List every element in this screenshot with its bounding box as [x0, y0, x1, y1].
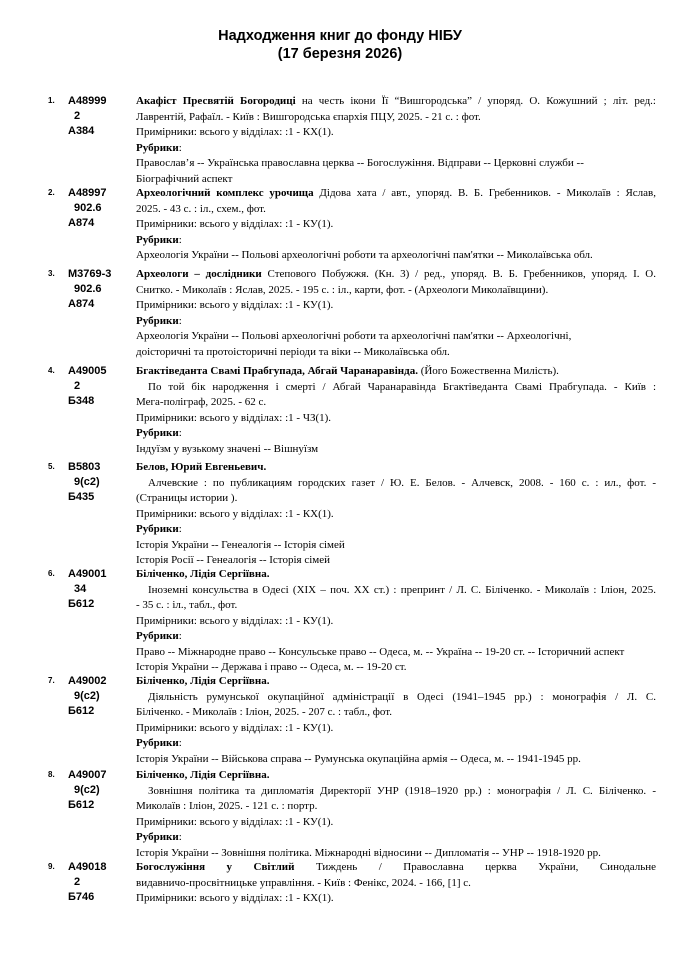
- entry-title-line: Зовнішня політика та дипломатія Директорії УНР (1918–1920 рр.) : монографія / Л. С. Біліченко. -: [148, 784, 656, 797]
- entry-imprint: Лаврентій, Рафаїл. - Київ : Вишгородська єпархія ПЦУ, 2025. - 21 с. : фот.: [136, 110, 481, 123]
- entry-number: 6.: [48, 569, 55, 578]
- shelf-codes: [68, 94, 107, 139]
- author-mark: Б612: [68, 598, 95, 610]
- author-mark: А384: [68, 125, 95, 137]
- entry-title-line: Археологи – дослідники Степового Побужжя. (Кн. 3) / ред., упоряд. В. Б. Гребенников, упоряд. І. О.: [136, 268, 656, 280]
- entry-description: [136, 460, 656, 569]
- classification-code: 9(с2): [74, 690, 100, 702]
- entry-description: [136, 186, 656, 264]
- shelf-codes: [68, 567, 107, 612]
- rubric-line: Право -- Міжнародне право -- Консульське право -- Одеса, м. -- Україна -- 19-20 ст. -- Історичний аспект: [136, 645, 625, 658]
- entry-number: 3.: [48, 269, 55, 278]
- rubric-line: Історія України -- Генеалогія -- Історія сімей: [136, 538, 345, 551]
- entry-title-line: По той бік народження і смерті / Абгай Чаранаравінда Бгактіведанта Свамі Прабгупада. - Київ :: [148, 380, 656, 393]
- entry-title[interactable]: Археологічний комплекс урочища: [136, 187, 314, 199]
- entry-description: [136, 94, 656, 187]
- shelf-codes: [68, 460, 100, 505]
- author-mark: Б435: [68, 491, 95, 503]
- inventory-code: А48999: [68, 95, 107, 107]
- entry-author[interactable]: Бгактіведанта Свамі Прабгупада, Абгай Чаранаравінда.: [136, 365, 418, 377]
- entry-copies: Примірники: всього у відділах: :1 - КУ(1).: [136, 299, 334, 311]
- entry-description: [136, 860, 656, 907]
- inventory-code: А49001: [68, 568, 107, 580]
- classification-code: 34: [74, 583, 87, 595]
- rubric-line: Археологія України -- Польові археологічні роботи та археологічні пам'ятки -- Археологічні,: [136, 330, 572, 342]
- entry-imprint: 2025. - 43 с. : іл., схем., фот.: [136, 202, 266, 215]
- rubric-line: Історія України -- Держава і право -- Одеса, м. -- 19-20 ст.: [136, 661, 407, 673]
- inventory-code: В5803: [68, 461, 101, 473]
- entry-title[interactable]: Богослужіння у Світлий: [136, 861, 295, 873]
- rubric-line: Історія України -- Військова справа -- Румунська окупаційна армія -- Одеса, м. -- 1941-1945 рр.: [136, 752, 581, 765]
- classification-code: 2: [74, 380, 81, 392]
- title-line-1: Надходження книг до фонду НІБУ: [218, 28, 462, 44]
- author-mark: Б348: [68, 395, 95, 407]
- author-mark: А874: [68, 298, 95, 310]
- shelf-codes: [68, 860, 107, 905]
- entry-imprint: Біліченко. - Миколаїв : Іліон, 2025. - 207 с. : табл., фот.: [136, 706, 392, 718]
- rubrics-heading: Рубрики:: [136, 737, 182, 749]
- shelf-codes: [68, 768, 107, 813]
- entry-description: [136, 567, 656, 676]
- entry-copies: Примірники: всього у відділах: :1 - КУ(1).: [136, 218, 334, 230]
- entry-number: 4.: [48, 366, 55, 375]
- classification-code: 9(с2): [74, 476, 100, 488]
- entry-number: 8.: [48, 770, 55, 779]
- entry-heading-line: Бгактіведанта Свамі Прабгупада, Абгай Чаранаравінда. (Його Божественна Милість).: [136, 365, 559, 377]
- inventory-code: А48997: [68, 187, 107, 199]
- inventory-code: М3769-3: [68, 268, 112, 280]
- entry-copies: Примірники: всього у відділах: :1 - КХ(1).: [136, 507, 334, 520]
- entry-imprint: Мега-поліграф, 2025. - 62 с.: [136, 396, 267, 408]
- page-title: [0, 27, 680, 63]
- classification-code: 2: [74, 876, 81, 888]
- rubrics-heading: Рубрики:: [136, 427, 182, 439]
- entry-author[interactable]: Белов, Юрий Евгеньевич.: [136, 461, 267, 473]
- rubrics-heading: Рубрики:: [136, 523, 182, 535]
- rubrics-heading: Рубрики:: [136, 233, 182, 246]
- rubric-line: Археологія України -- Польові археологічні роботи та археологічні пам'ятки -- Миколаївська обл.: [136, 249, 593, 261]
- author-mark: Б612: [68, 705, 95, 717]
- rubrics-heading: Рубрики:: [136, 141, 182, 154]
- entry-number: 2.: [48, 188, 55, 197]
- entry-copies: Примірники: всього у відділах: :1 - КУ(1).: [136, 721, 334, 734]
- entry-description: [136, 267, 656, 360]
- entry-title-line: Іноземні консульства в Одесі (XIX – поч. XX ст.) : препринт / Л. С. Біліченко. - Миколаїв : Іліон, 2025.: [148, 583, 656, 596]
- entry-title-line: Богослужіння у Світлий Тиждень / Православна церква України, Синодальне: [136, 861, 656, 873]
- rubrics-heading: Рубрики:: [136, 314, 182, 327]
- entry-title-line: Акафіст Пресвятій Богородиці на честь ікони Її “Вишгородська” / упоряд. О. Кожушний ; літ. ред.:: [136, 95, 656, 107]
- shelf-codes: [68, 267, 111, 312]
- rubrics-heading: Рубрики:: [136, 630, 182, 642]
- entry-imprint: видавничо-просвітницьке управління. - Київ : Фенікс, 2024. - 166, [1] с.: [136, 876, 471, 889]
- entry-imprint: Миколаїв : Іліон, 2025. - 121 с. : портр.: [136, 800, 318, 812]
- entry-number: 1.: [48, 96, 55, 105]
- entry-title-line: Алчевские : по публикациям городских газет / Ю. Е. Белов. - Алчевск, 2008. - 160 с. : ил., фот. -: [148, 476, 656, 489]
- entry-copies: Примірники: всього у відділах: :1 - КХ(1).: [136, 892, 334, 904]
- entry-imprint: Снитко. - Миколаїв : Яслав, 2025. - 195 с. : іл., карти, фот. - (Археологи Миколаївщини).: [136, 283, 549, 296]
- classification-code: 902.6: [74, 283, 102, 295]
- author-mark: А874: [68, 217, 95, 229]
- classification-code: 902.6: [74, 202, 102, 214]
- entry-copies: Примірники: всього у відділах: :1 - КУ(1).: [136, 815, 334, 828]
- entry-description: [136, 674, 656, 767]
- author-mark: Б746: [68, 891, 95, 903]
- entry-author[interactable]: Біліченко, Лідія Сергіївна.: [136, 769, 270, 781]
- entry-copies: Примірники: всього у відділах: :1 - КХ(1).: [136, 126, 334, 138]
- entry-title[interactable]: Археологи – дослідники: [136, 268, 262, 280]
- inventory-code: А49007: [68, 769, 107, 781]
- rubric-line: Індуїзм у вузькому значені -- Вішнуїзм: [136, 442, 319, 455]
- rubric-line: Історія України -- Зовнішня політика. Міжнародні відносини -- Дипломатія -- УНР -- 1918-1920 рр.: [136, 846, 601, 859]
- rubric-line: Православ’я -- Українська православна церква -- Богослужіння. Відправи -- Церковні служби --: [136, 157, 584, 169]
- rubrics-heading: Рубрики:: [136, 831, 182, 843]
- classification-code: 2: [74, 110, 81, 122]
- entry-number: 9.: [48, 862, 55, 871]
- entry-description: [136, 364, 656, 457]
- rubric-line: Біографічний аспект: [136, 172, 233, 185]
- shelf-codes: [68, 186, 107, 231]
- inventory-code: А49018: [68, 861, 107, 873]
- author-mark: Б612: [68, 799, 95, 811]
- entry-copies: Примірники: всього у відділах: :1 - КУ(1).: [136, 614, 334, 627]
- title-line-2: (17 березня 2026): [277, 46, 403, 62]
- entry-title-line: Археологічний комплекс урочища Дідова хата / авт., упоряд. В. Б. Гребенников. - Миколаїв : Яслав,: [136, 187, 656, 199]
- shelf-codes: [68, 674, 107, 719]
- entry-author[interactable]: Біліченко, Лідія Сергіївна.: [136, 675, 270, 687]
- entry-copies: Примірники: всього у відділах: :1 - ЧЗ(1).: [136, 411, 332, 424]
- entry-number: 5.: [48, 462, 55, 471]
- entry-number: 7.: [48, 676, 55, 685]
- rubric-line: Історія Росії -- Генеалогія -- Історія сімей: [136, 554, 330, 566]
- entry-title[interactable]: Акафіст Пресвятій Богородиці: [136, 95, 296, 107]
- entry-title-line: Діяльність румунської окупаційної адміністрації в Одесі (1941–1945 рр.) : монографія / Л. С.: [148, 690, 656, 703]
- entry-author[interactable]: Біліченко, Лідія Сергіївна.: [136, 568, 270, 580]
- shelf-codes: [68, 364, 107, 409]
- inventory-code: А49002: [68, 675, 107, 687]
- entry-series: (Страницы истории ).: [136, 492, 238, 504]
- classification-code: 9(с2): [74, 784, 100, 796]
- entry-imprint: - 35 с. : іл., табл., фот.: [136, 599, 238, 611]
- inventory-code: А49005: [68, 365, 107, 377]
- entry-description: [136, 768, 656, 861]
- rubric-line: доісторичні та протоісторичні періоди та віки -- Миколаївська обл.: [136, 345, 450, 358]
